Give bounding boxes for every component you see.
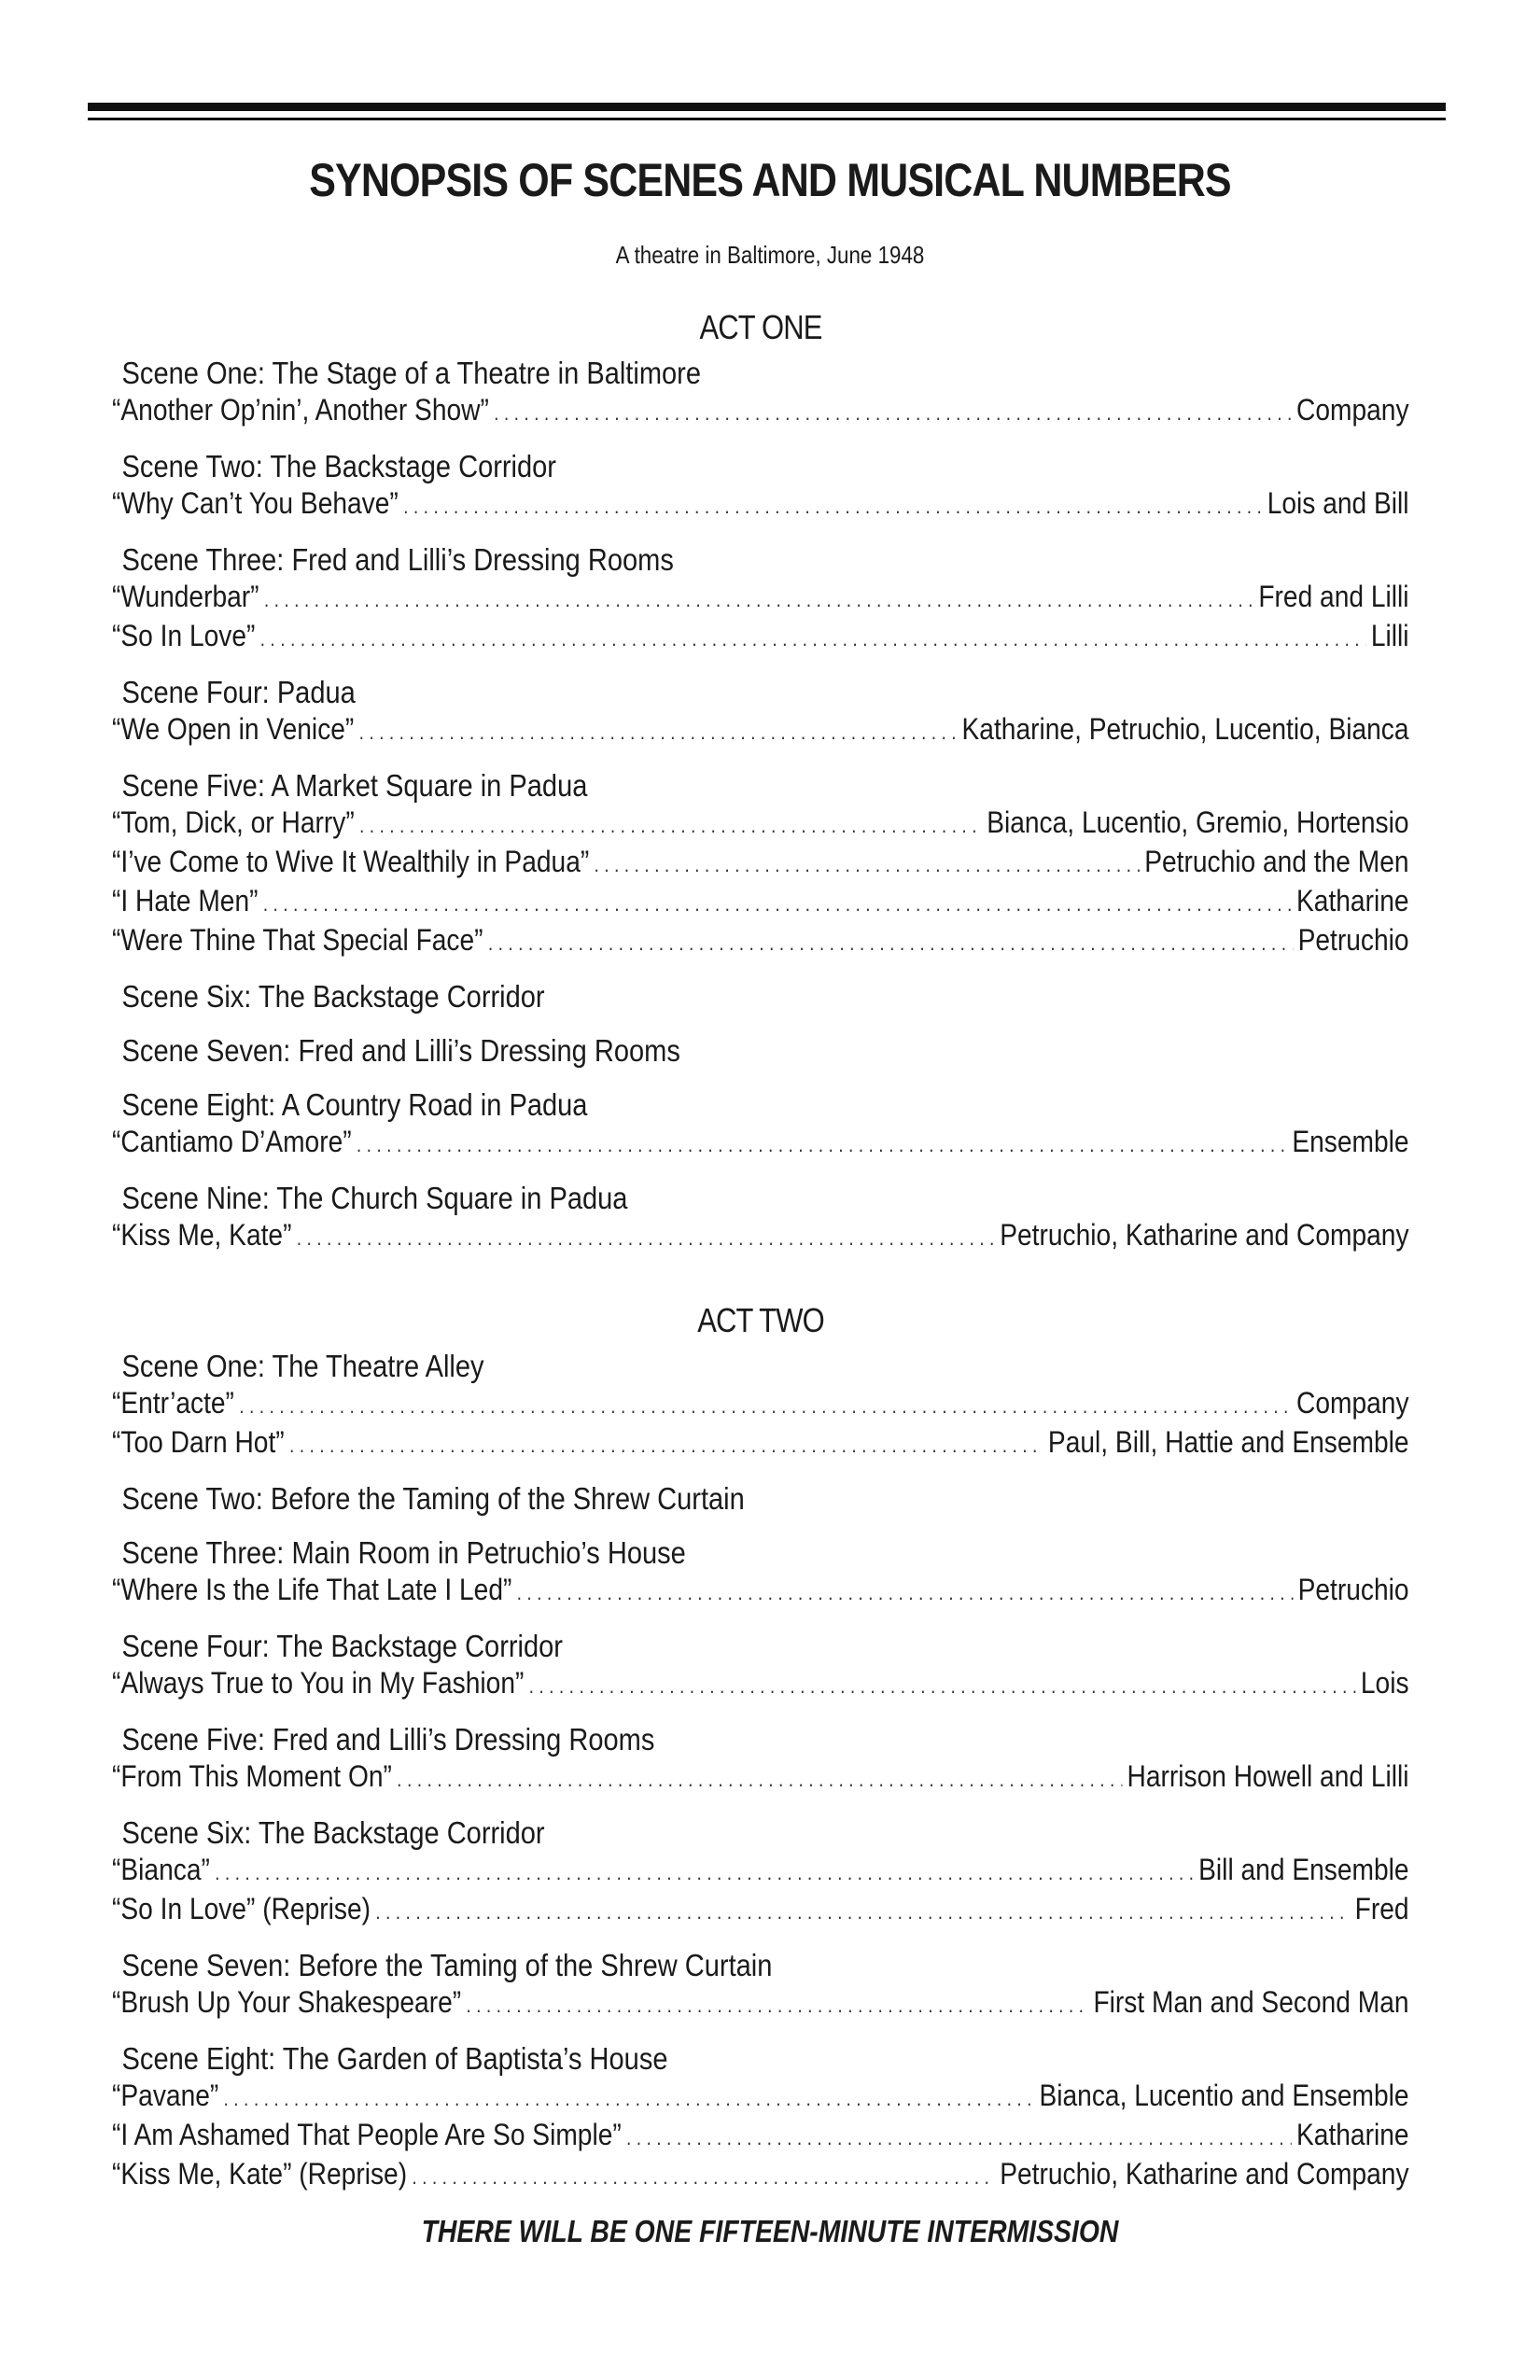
song-performer: Katharine <box>1296 884 1409 917</box>
dot-leader <box>626 2117 1292 2156</box>
dot-leader <box>264 579 1253 618</box>
song-title: “Why Can’t You Behave” <box>112 486 399 520</box>
scene-block <box>112 1348 1409 1463</box>
dot-leader <box>289 1424 1043 1463</box>
scene-title: Scene Three: Fred and Lilli’s Dressing Rooms <box>121 542 674 577</box>
song-performer: Petruchio, Katharine and Company <box>1000 2157 1409 2191</box>
scene-block <box>112 1086 1409 1163</box>
song-row <box>112 1891 1409 1930</box>
act-title: ACT TWO <box>697 1301 824 1339</box>
dot-leader <box>375 1891 1350 1930</box>
song-performer: Bianca, Lucentio, Gremio, Hortensio <box>987 805 1409 839</box>
song-row <box>112 392 1409 431</box>
scene-title: Scene One: The Theatre Alley <box>121 1349 484 1383</box>
scene-title: Scene Four: The Backstage Corridor <box>121 1629 563 1663</box>
dot-leader <box>494 392 1292 431</box>
scene-title: Scene Three: Main Room in Petruchio’s House <box>121 1535 686 1570</box>
scene-title: Scene Two: Before the Taming of the Shrew Curtain <box>121 1481 745 1516</box>
song-row <box>112 844 1409 883</box>
song-row <box>112 618 1409 657</box>
song-performer: Petruchio <box>1297 923 1409 957</box>
dot-leader <box>466 1984 1088 2023</box>
song-row <box>112 2117 1409 2156</box>
song-title: “Kiss Me, Kate” (Reprise) <box>112 2157 408 2191</box>
dot-leader <box>412 2156 995 2195</box>
scene-title: Scene Seven: Before the Taming of the Shrew Curtain <box>121 1948 773 1982</box>
song-row <box>112 922 1409 961</box>
scene-title: Scene One: The Stage of a Theatre in Baltimore <box>121 356 702 390</box>
intermission-note: THERE WILL BE ONE FIFTEEN-MINUTE INTERMISSION <box>421 2214 1119 2248</box>
dot-leader <box>359 711 958 750</box>
song-row <box>112 1665 1409 1704</box>
page-title: SYNOPSIS OF SCENES AND MUSICAL NUMBERS <box>309 154 1231 206</box>
song-row <box>112 1758 1409 1798</box>
dot-leader <box>263 883 1292 922</box>
scene-title: Scene Five: Fred and Lilli’s Dressing Rooms <box>121 1722 655 1757</box>
dot-leader <box>357 1124 1287 1163</box>
scene-title: Scene Seven: Fred and Lilli’s Dressing Rooms <box>121 1033 680 1068</box>
song-title: “I Am Ashamed That People Are So Simple” <box>112 2118 622 2151</box>
song-title: “Tom, Dick, or Harry” <box>112 805 355 839</box>
dot-leader <box>224 2078 1035 2117</box>
song-performer: Company <box>1296 1386 1409 1420</box>
song-performer: Petruchio, Katharine and Company <box>1000 1218 1409 1252</box>
song-performer: Katharine, Petruchio, Lucentio, Bianca <box>961 712 1409 746</box>
scene-block <box>112 674 1409 750</box>
song-title: “So In Love” (Reprise) <box>112 1892 371 1925</box>
song-row <box>112 711 1409 750</box>
scene-block <box>112 1032 1409 1070</box>
dot-leader <box>517 1572 1294 1611</box>
song-title: “I’ve Come to Wive It Wealthily in Padua” <box>112 845 590 878</box>
scene-title: Scene Eight: The Garden of Baptista’s House <box>121 2041 668 2076</box>
song-row <box>112 883 1409 922</box>
dot-leader <box>595 844 1140 883</box>
song-row <box>112 1424 1409 1463</box>
top-rule-thin <box>88 118 1446 120</box>
scene-block <box>112 1480 1409 1518</box>
song-performer: Fred <box>1354 1892 1409 1925</box>
song-title: “Brush Up Your Shakespeare” <box>112 1985 462 2019</box>
song-title: “Wunderbar” <box>112 580 259 613</box>
song-title: “Kiss Me, Kate” <box>112 1218 292 1252</box>
dot-leader <box>297 1217 995 1256</box>
song-title: “So In Love” <box>112 619 256 652</box>
scene-block <box>112 1628 1409 1704</box>
song-performer: Company <box>1296 393 1409 427</box>
scene-block <box>112 978 1409 1015</box>
dot-leader <box>260 618 1366 657</box>
act-section <box>112 1294 1409 2195</box>
song-performer: Bianca, Lucentio and Ensemble <box>1039 2079 1409 2112</box>
song-performer: Lois <box>1360 1666 1409 1700</box>
dot-leader <box>529 1665 1356 1704</box>
song-row <box>112 1124 1409 1163</box>
scene-block <box>112 541 1409 657</box>
song-title: “Bianca” <box>112 1853 210 1886</box>
song-title: “Pavane” <box>112 2079 219 2112</box>
song-performer: Bill and Ensemble <box>1198 1853 1409 1886</box>
song-row <box>112 805 1409 844</box>
scene-block <box>112 1721 1409 1798</box>
song-title: “Too Darn Hot” <box>112 1425 285 1459</box>
dot-leader <box>239 1385 1292 1424</box>
scene-block <box>112 767 1409 961</box>
song-performer: Harrison Howell and Lilli <box>1127 1759 1409 1793</box>
song-row <box>112 1852 1409 1891</box>
scene-block <box>112 355 1409 431</box>
song-row <box>112 579 1409 618</box>
song-row <box>112 1217 1409 1256</box>
scene-title: Scene Nine: The Church Square in Padua <box>121 1181 628 1215</box>
song-title: “Cantiamo D’Amore” <box>112 1125 352 1158</box>
song-title: “From This Moment On” <box>112 1759 392 1793</box>
scene-block <box>112 2040 1409 2195</box>
scene-title: Scene Six: The Backstage Corridor <box>121 1815 545 1850</box>
top-rule-thick <box>88 103 1446 111</box>
song-row <box>112 2156 1409 2195</box>
scene-title: Scene Two: The Backstage Corridor <box>121 449 556 483</box>
scene-block <box>112 1534 1409 1611</box>
song-title: “Entr’acte” <box>112 1386 234 1420</box>
song-performer: Lois and Bill <box>1267 486 1409 520</box>
dot-leader <box>215 1852 1194 1891</box>
song-performer: Fred and Lilli <box>1258 580 1409 613</box>
song-title: “I Hate Men” <box>112 884 259 917</box>
song-title: “Another Op’nin’, Another Show” <box>112 393 489 427</box>
song-row <box>112 2078 1409 2117</box>
dot-leader <box>488 922 1293 961</box>
song-title: “Were Thine That Special Face” <box>112 923 483 957</box>
dot-leader <box>397 1758 1122 1798</box>
song-performer: Ensemble <box>1292 1125 1409 1158</box>
scene-block <box>112 1180 1409 1256</box>
song-performer: Petruchio and the Men <box>1144 845 1409 878</box>
scene-title: Scene Four: Padua <box>121 675 356 709</box>
song-performer: Petruchio <box>1297 1573 1409 1606</box>
act-title: ACT ONE <box>699 308 822 346</box>
scene-title: Scene Eight: A Country Road in Padua <box>121 1087 588 1122</box>
synopsis-content <box>112 301 1409 2212</box>
song-performer: Paul, Bill, Hattie and Ensemble <box>1047 1425 1409 1459</box>
scene-block <box>112 1947 1409 2023</box>
song-performer: First Man and Second Man <box>1093 1985 1409 2019</box>
song-row <box>112 1385 1409 1424</box>
song-performer: Katharine <box>1296 2118 1409 2151</box>
song-row <box>112 1572 1409 1611</box>
song-row <box>112 1984 1409 2023</box>
scene-title: Scene Six: The Backstage Corridor <box>121 979 545 1014</box>
song-title: “Always True to You in My Fashion” <box>112 1666 525 1700</box>
scene-block <box>112 448 1409 525</box>
act-section <box>112 301 1409 1256</box>
dot-leader <box>403 485 1262 525</box>
scene-block <box>112 1814 1409 1930</box>
song-title: “We Open in Venice” <box>112 712 355 746</box>
dot-leader <box>359 805 982 844</box>
song-row <box>112 485 1409 525</box>
setting-subtitle: A theatre in Baltimore, June 1948 <box>615 241 925 269</box>
scene-title: Scene Five: A Market Square in Padua <box>121 768 588 803</box>
song-title: “Where Is the Life That Late I Led” <box>112 1573 512 1606</box>
song-performer: Lilli <box>1370 619 1409 652</box>
